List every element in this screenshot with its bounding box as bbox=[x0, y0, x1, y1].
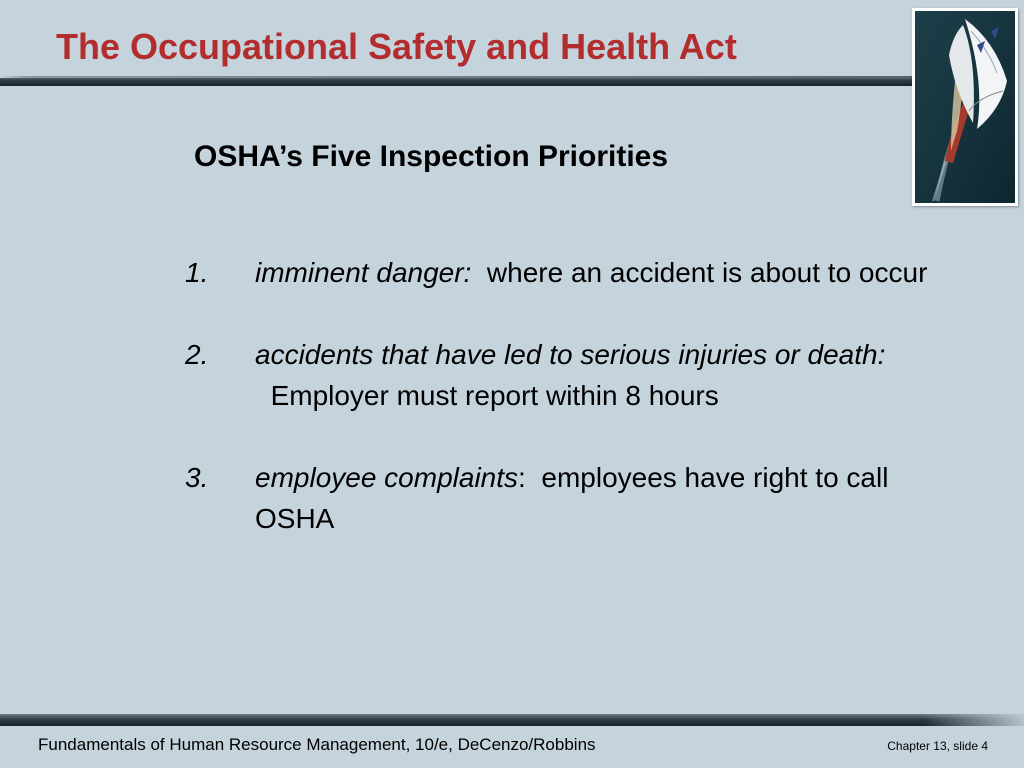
list-item bbox=[185, 252, 955, 293]
item-description: Employer must report within 8 hours bbox=[270, 380, 719, 411]
item-number: 2. bbox=[185, 339, 209, 370]
item-separator bbox=[255, 380, 271, 411]
footer-book-title: Fundamentals of Human Resource Management, 10/e, DeCenzo/Robbins bbox=[38, 735, 596, 754]
title-divider bbox=[0, 76, 912, 86]
item-separator: : bbox=[518, 462, 542, 493]
footer-slide-number: Chapter 13, slide 4 bbox=[887, 739, 988, 753]
list-item bbox=[185, 334, 955, 416]
footer-divider bbox=[0, 714, 1024, 726]
item-term: imminent danger: bbox=[255, 257, 472, 288]
item-separator bbox=[471, 257, 487, 288]
slide-subtitle: OSHA’s Five Inspection Priorities bbox=[194, 140, 669, 173]
item-number: 1. bbox=[185, 257, 209, 288]
sailboat-photo-frame bbox=[912, 8, 1018, 206]
item-term: employee complaints bbox=[255, 462, 519, 493]
sailboat-photo-icon bbox=[915, 11, 1015, 203]
item-term: accidents that have led to serious injuries or death: bbox=[255, 339, 886, 370]
list-item bbox=[185, 457, 955, 539]
item-description: employees have right to call OSHA bbox=[255, 462, 889, 534]
priority-list bbox=[185, 252, 955, 580]
slide-title: The Occupational Safety and Health Act bbox=[56, 26, 737, 67]
item-description: where an accident is about to occur bbox=[486, 257, 928, 288]
item-number: 3. bbox=[185, 462, 209, 493]
